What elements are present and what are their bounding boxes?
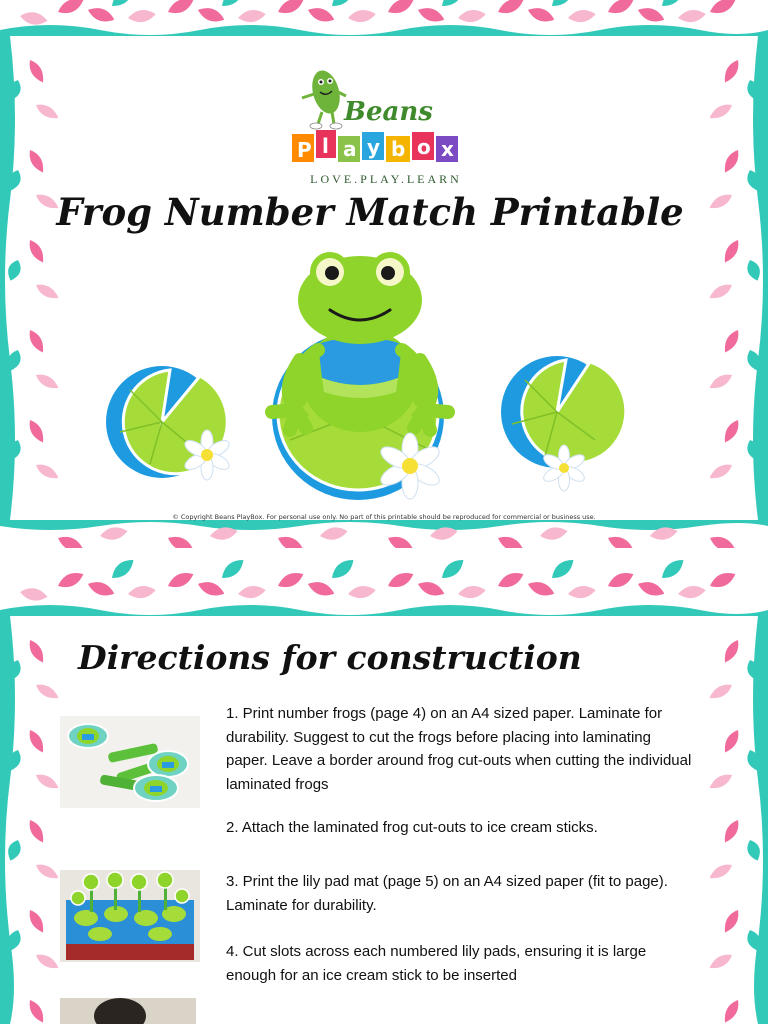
- brand-logo: [286, 62, 486, 190]
- direction-step: 4. Cut slots across each numbered lily pads, ensuring it is large enough for an ice cream stick to be inserted: [226, 943, 647, 984]
- page-two: [0, 560, 768, 1024]
- brand-name-top: Beans: [344, 97, 433, 127]
- direction-step: 3. Print the lily pad mat (page 5) on an A4 sized paper (fit to page). Laminate for durability.: [226, 873, 668, 914]
- bean-mascot-icon: [302, 67, 346, 129]
- direction-step: 2. Attach the laminated frog cut-outs to ice cream sticks.: [226, 819, 598, 836]
- logo-graphic: [286, 62, 486, 172]
- frog-scene: [0, 250, 768, 510]
- brand-letter: l: [322, 134, 329, 158]
- section-title: Directions for construction: [78, 638, 582, 677]
- brand-tagline: LOVE.PLAY.LEARN: [310, 172, 462, 186]
- brand-letter: y: [367, 135, 381, 159]
- photo-lily-pad-box: [60, 870, 200, 962]
- brand-letter: P: [297, 138, 312, 162]
- brand-letter: a: [343, 137, 357, 161]
- copyright-notice: © Copyright Beans PlayBox. For personal use only. No part of this printable should be reproduced for commercial or business use.: [172, 513, 596, 521]
- brand-letter: x: [441, 137, 454, 161]
- photo-child-playing: [60, 996, 196, 1024]
- brand-name-bottom: [292, 130, 458, 162]
- photo-frog-sticks: [60, 716, 200, 808]
- brand-letter: o: [417, 135, 431, 159]
- brand-letter: b: [391, 137, 406, 161]
- frog-icon: [272, 252, 448, 432]
- direction-step: 1. Print number frogs (page 4) on an A4 sized paper. Laminate for durability. Suggest to cut the frogs before placing into laminating paper. Leave a border around frog cut-outs when cutting the individual laminated frogs: [226, 705, 692, 793]
- page-title: Frog Number Match Printable: [56, 190, 684, 234]
- page-separator: [0, 548, 768, 560]
